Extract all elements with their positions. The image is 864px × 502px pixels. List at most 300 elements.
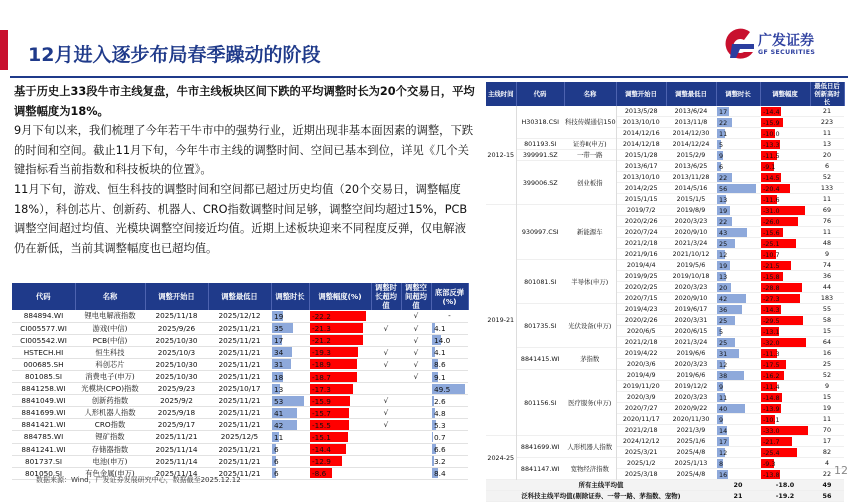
start-date-cell: 2025/9/23 bbox=[145, 383, 208, 395]
bar-wrap bbox=[432, 456, 467, 466]
new-high-days-cell: 44 bbox=[810, 282, 844, 293]
new-high-days-cell: 52 bbox=[810, 370, 844, 381]
name-cell: 创新药指数 bbox=[75, 395, 145, 407]
start-date-cell: 2013/10/10 bbox=[616, 117, 666, 128]
start-date-cell: 2019/4/4 bbox=[616, 260, 666, 271]
bar-value: 9 bbox=[717, 383, 723, 391]
bar-wrap bbox=[761, 448, 809, 457]
new-high-days-cell: 58 bbox=[810, 315, 844, 326]
low-date-cell: 2025/11/21 bbox=[208, 358, 271, 370]
bar-value: 19 bbox=[717, 207, 727, 215]
low-date-cell: 2020/3/31 bbox=[666, 315, 716, 326]
low-date-cell: 2014/5/16 bbox=[666, 183, 716, 194]
table-row bbox=[486, 458, 844, 469]
new-high-days-cell: 13 bbox=[810, 139, 844, 150]
low-date-cell: 2025/4/8 bbox=[666, 469, 716, 480]
low-date-cell: 2013/11/28 bbox=[666, 172, 716, 183]
low-date-cell: 2020/3/23 bbox=[666, 282, 716, 293]
name-cell: 创业板指 bbox=[564, 161, 616, 205]
drawdown-cell bbox=[760, 150, 810, 161]
new-high-days-cell: 15 bbox=[810, 392, 844, 403]
bar-value: 12 bbox=[717, 361, 727, 369]
start-date-cell: 2015/1/28 bbox=[616, 150, 666, 161]
start-date-cell: 2020/11/17 bbox=[616, 414, 666, 425]
duration-exceeds-cell bbox=[371, 467, 401, 479]
bar-wrap bbox=[761, 371, 809, 380]
bar-wrap bbox=[761, 195, 809, 204]
name-cell: 医疗服务(申万) bbox=[564, 370, 616, 436]
code-cell: HSTECH.HI bbox=[12, 346, 75, 358]
duration-cell bbox=[716, 392, 760, 403]
bar-value: 41 bbox=[272, 409, 283, 418]
bar-wrap bbox=[310, 408, 370, 418]
left-table bbox=[12, 283, 469, 480]
new-high-days-cell: 6 bbox=[810, 161, 844, 172]
bar-wrap bbox=[310, 323, 370, 333]
new-high-days-cell: 22 bbox=[810, 469, 844, 480]
bar-value: 13 bbox=[717, 273, 727, 281]
rebound-cell bbox=[431, 395, 468, 407]
bar-wrap bbox=[272, 384, 308, 394]
bar-value: -13.9 bbox=[761, 405, 780, 413]
bar-wrap bbox=[761, 338, 809, 347]
bar-value: 53 bbox=[272, 397, 283, 406]
new-high-days-cell: 74 bbox=[810, 260, 844, 271]
bar-value: 25 bbox=[717, 339, 727, 347]
table-row bbox=[12, 346, 468, 358]
low-date-cell: 2021/3/24 bbox=[666, 337, 716, 348]
duration-exceeds-cell bbox=[371, 431, 401, 443]
start-date-cell: 2025/9/18 bbox=[145, 407, 208, 419]
drawdown-cell bbox=[309, 358, 371, 370]
bar-value: -28.8 bbox=[761, 284, 780, 292]
bar-value: -15.5 bbox=[310, 421, 331, 430]
low-date-cell: 2025/11/21 bbox=[208, 467, 271, 479]
rebound-cell bbox=[431, 334, 468, 346]
table-row bbox=[12, 383, 468, 395]
duration-exceeds-cell: √ bbox=[371, 358, 401, 370]
new-high-days-cell: 25 bbox=[810, 359, 844, 370]
low-date-cell: 2020/9/22 bbox=[666, 403, 716, 414]
bar-value: -21.7 bbox=[761, 438, 780, 446]
bar-wrap bbox=[310, 420, 370, 430]
start-date-cell: 2015/1/15 bbox=[616, 194, 666, 205]
bar-wrap bbox=[272, 408, 308, 418]
bar-value: 43 bbox=[717, 229, 727, 237]
page-number: 12 bbox=[834, 464, 848, 477]
start-date-cell: 2025/10/30 bbox=[145, 370, 208, 382]
bar-value: 31 bbox=[272, 360, 283, 369]
summary-row bbox=[486, 480, 844, 491]
left-table-header-7: 调整空间超均值 bbox=[401, 283, 431, 310]
low-date-cell: 2015/2/9 bbox=[666, 150, 716, 161]
code-cell: 801050.SI bbox=[12, 467, 75, 479]
duration-cell bbox=[716, 238, 760, 249]
new-high-days-cell: 183 bbox=[810, 293, 844, 304]
duration-cell bbox=[716, 128, 760, 139]
bar-value: -9.3 bbox=[761, 460, 775, 468]
bar-value: -18.7 bbox=[310, 373, 331, 382]
left-table-header-6: 调整时长超均值 bbox=[371, 283, 401, 310]
code-cell: 399006.SZ bbox=[516, 161, 564, 205]
low-date-cell: 2013/6/25 bbox=[666, 161, 716, 172]
new-high-days-cell: 64 bbox=[810, 337, 844, 348]
bar-value: 36 bbox=[717, 306, 727, 314]
low-date-cell: 2021/3/24 bbox=[666, 238, 716, 249]
summary-drawdown: -18.0 bbox=[760, 480, 810, 491]
start-date-cell: 2024/12/12 bbox=[616, 436, 666, 447]
duration-cell bbox=[716, 381, 760, 392]
low-date-cell: 2019/10/18 bbox=[666, 271, 716, 282]
duration-cell bbox=[716, 216, 760, 227]
bar-value: 42 bbox=[272, 421, 283, 430]
rebound-cell bbox=[431, 358, 468, 370]
bar-value: 17 bbox=[717, 438, 727, 446]
bar-value: 0.7 bbox=[432, 433, 446, 442]
period-cell: 2019-21 bbox=[486, 205, 516, 436]
drawdown-cell bbox=[309, 310, 371, 322]
bar-wrap bbox=[761, 360, 809, 369]
name-cell: 有色金属(申万) bbox=[75, 467, 145, 479]
low-date-cell: 2025/4/8 bbox=[666, 447, 716, 458]
duration-cell bbox=[716, 304, 760, 315]
rebound-cell bbox=[431, 407, 468, 419]
bar-wrap bbox=[717, 195, 759, 204]
bar-wrap bbox=[717, 107, 759, 116]
bar-wrap bbox=[717, 448, 759, 457]
period-cell: 2024-25 bbox=[486, 436, 516, 480]
code-cell: 8841241.WI bbox=[12, 443, 75, 455]
bar-value: -10.1 bbox=[761, 416, 780, 424]
start-date-cell: 2025/10/30 bbox=[145, 358, 208, 370]
drawdown-cell bbox=[309, 395, 371, 407]
duration-cell bbox=[716, 106, 760, 117]
new-high-days-cell: 76 bbox=[810, 216, 844, 227]
left-table-header-2: 调整开始日 bbox=[145, 283, 208, 310]
summary-duration: 21 bbox=[716, 491, 760, 502]
table-row bbox=[486, 106, 844, 117]
bar-wrap bbox=[717, 338, 759, 347]
bar-value: 5.3 bbox=[432, 421, 446, 430]
table-row bbox=[12, 395, 468, 407]
name-cell: 科创芯片 bbox=[75, 358, 145, 370]
bar-wrap bbox=[761, 305, 809, 314]
duration-cell bbox=[716, 370, 760, 381]
bar-value: 22 bbox=[717, 218, 727, 226]
bar-value: -20.4 bbox=[761, 185, 780, 193]
code-cell: 8841049.WI bbox=[12, 395, 75, 407]
bar-wrap bbox=[310, 444, 370, 454]
low-date-cell: 2025/1/6 bbox=[666, 436, 716, 447]
start-date-cell: 2019/4/9 bbox=[616, 370, 666, 381]
table-row bbox=[486, 205, 844, 216]
name-cell: 光伏设备(申万) bbox=[564, 304, 616, 348]
table-row bbox=[486, 161, 844, 172]
bar-wrap bbox=[432, 408, 467, 418]
bar-wrap bbox=[310, 372, 370, 382]
bar-value: 11 bbox=[272, 433, 283, 442]
bar-wrap bbox=[761, 404, 809, 413]
bar-wrap bbox=[761, 426, 809, 435]
new-high-days-cell: 55 bbox=[810, 304, 844, 315]
start-date-cell: 2025/11/14 bbox=[145, 455, 208, 467]
name-cell: 锂电电解液指数 bbox=[75, 310, 145, 322]
bar-wrap bbox=[761, 173, 809, 182]
low-date-cell: 2020/9/10 bbox=[666, 227, 716, 238]
bar-value: 11 bbox=[717, 130, 727, 138]
new-high-days-cell: 133 bbox=[810, 183, 844, 194]
bar-wrap bbox=[272, 432, 308, 442]
drawdown-cell bbox=[760, 194, 810, 205]
bar-value: -15.1 bbox=[310, 433, 331, 442]
bar-value: -29.5 bbox=[761, 317, 780, 325]
start-date-cell: 2025/9/17 bbox=[145, 419, 208, 431]
bar-wrap bbox=[432, 359, 467, 369]
name-cell: 锂矿指数 bbox=[75, 431, 145, 443]
drawdown-cell bbox=[760, 139, 810, 150]
drawdown-cell bbox=[760, 293, 810, 304]
start-date-cell: 2025/1/2 bbox=[616, 458, 666, 469]
bar-wrap bbox=[272, 323, 308, 333]
low-date-cell: 2014/12/24 bbox=[666, 139, 716, 150]
duration-cell bbox=[716, 227, 760, 238]
bar-wrap bbox=[717, 250, 759, 259]
table-row bbox=[486, 260, 844, 271]
bar-value: -18.9 bbox=[310, 360, 331, 369]
new-high-days-cell: 17 bbox=[810, 436, 844, 447]
code-cell: 884894.WI bbox=[12, 310, 75, 322]
bar-wrap bbox=[432, 347, 467, 357]
duration-cell bbox=[271, 407, 309, 419]
low-date-cell: 2014/12/30 bbox=[666, 128, 716, 139]
bar-value: 8.4 bbox=[432, 469, 446, 478]
bar-value: -15.7 bbox=[310, 409, 331, 418]
duration-exceeds-cell bbox=[371, 334, 401, 346]
bar-value: -11.3 bbox=[761, 350, 780, 358]
bar-value: 12 bbox=[717, 251, 727, 259]
low-date-cell: 2020/11/30 bbox=[666, 414, 716, 425]
bar-wrap bbox=[717, 382, 759, 391]
right-table-header-5: 调整时长 bbox=[716, 82, 760, 106]
start-date-cell: 2020/2/26 bbox=[616, 216, 666, 227]
bar-wrap bbox=[310, 311, 370, 321]
drawdown-cell bbox=[760, 282, 810, 293]
low-date-cell: 2025/11/21 bbox=[208, 346, 271, 358]
start-date-cell: 2025/9/2 bbox=[145, 395, 208, 407]
bar-value: -21.5 bbox=[761, 262, 780, 270]
duration-cell bbox=[716, 436, 760, 447]
bar-value: -17.5 bbox=[761, 361, 780, 369]
duration-cell bbox=[716, 271, 760, 282]
bar-value: 19 bbox=[717, 262, 727, 270]
bar-wrap bbox=[717, 283, 759, 292]
bar-value: -13.8 bbox=[761, 471, 780, 479]
body-text bbox=[14, 82, 476, 258]
low-date-cell: 2025/11/21 bbox=[208, 322, 271, 334]
bar-value: -22.2 bbox=[310, 312, 331, 321]
bar-value: 49.5 bbox=[432, 385, 450, 394]
table-row bbox=[12, 419, 468, 431]
bar-wrap bbox=[310, 396, 370, 406]
low-date-cell: 2020/3/23 bbox=[666, 359, 716, 370]
code-cell: CI005542.WI bbox=[12, 334, 75, 346]
drawdown-exceeds-cell bbox=[401, 455, 431, 467]
bar-value: -33.0 bbox=[761, 427, 780, 435]
drawdown-cell bbox=[760, 348, 810, 359]
name-cell: CRO指数 bbox=[75, 419, 145, 431]
bar-wrap bbox=[717, 272, 759, 281]
duration-cell bbox=[716, 260, 760, 271]
start-date-cell: 2014/12/16 bbox=[616, 128, 666, 139]
drawdown-cell bbox=[760, 392, 810, 403]
bar-value: 25 bbox=[717, 240, 727, 248]
logo-name: 广发证券 bbox=[758, 30, 814, 50]
bar-wrap bbox=[432, 384, 467, 394]
drawdown-cell bbox=[760, 403, 810, 414]
bar-wrap bbox=[717, 206, 759, 215]
bar-wrap bbox=[717, 239, 759, 248]
bar-wrap bbox=[717, 294, 759, 303]
bar-wrap bbox=[717, 437, 759, 446]
bar-wrap bbox=[761, 162, 809, 171]
logo-subtitle: GF SECURITIES bbox=[758, 49, 815, 56]
name-cell: 消费电子(申万) bbox=[75, 370, 145, 382]
drawdown-exceeds-cell: √ bbox=[401, 310, 431, 322]
name-cell: PCB(中信) bbox=[75, 334, 145, 346]
low-date-cell: 2025/11/21 bbox=[208, 419, 271, 431]
bar-value: 17 bbox=[272, 336, 283, 345]
duration-exceeds-cell bbox=[371, 443, 401, 455]
bar-value: 4.1 bbox=[432, 348, 446, 357]
bar-wrap bbox=[717, 129, 759, 138]
rebound-cell bbox=[431, 370, 468, 382]
drawdown-exceeds-cell bbox=[401, 383, 431, 395]
table-row bbox=[12, 455, 468, 467]
right-table-header-4: 调整最低日 bbox=[666, 82, 716, 106]
bar-wrap bbox=[717, 316, 759, 325]
low-date-cell: 2021/10/12 bbox=[666, 249, 716, 260]
bar-value: -11.5 bbox=[761, 152, 780, 160]
new-high-days-cell: 36 bbox=[810, 271, 844, 282]
drawdown-cell bbox=[309, 383, 371, 395]
duration-cell bbox=[716, 326, 760, 337]
low-date-cell: 2025/1/13 bbox=[666, 458, 716, 469]
drawdown-cell bbox=[760, 370, 810, 381]
name-cell: 人形机器人指数 bbox=[75, 407, 145, 419]
low-date-cell: 2025/10/17 bbox=[208, 383, 271, 395]
bar-wrap bbox=[272, 444, 308, 454]
drawdown-exceeds-cell bbox=[401, 407, 431, 419]
bar-wrap bbox=[272, 456, 308, 466]
bar-wrap bbox=[761, 393, 809, 402]
bar-wrap bbox=[432, 468, 467, 478]
drawdown-exceeds-cell bbox=[401, 419, 431, 431]
left-table-header-1: 名称 bbox=[75, 283, 145, 310]
bar-wrap bbox=[310, 359, 370, 369]
left-table-header-4: 调整时长 bbox=[271, 283, 309, 310]
low-date-cell: 2015/1/5 bbox=[666, 194, 716, 205]
duration-cell bbox=[716, 293, 760, 304]
bar-wrap bbox=[761, 294, 809, 303]
code-cell: 8841699.WI bbox=[516, 436, 564, 458]
bar-value: 3.2 bbox=[432, 457, 446, 466]
start-date-cell: 2020/2/25 bbox=[616, 282, 666, 293]
table-row bbox=[12, 310, 468, 322]
bar-wrap bbox=[761, 327, 809, 336]
bar-value: 22 bbox=[717, 119, 727, 127]
bar-wrap bbox=[717, 426, 759, 435]
drawdown-cell bbox=[309, 431, 371, 443]
drawdown-cell bbox=[309, 443, 371, 455]
new-high-days-cell: 11 bbox=[810, 194, 844, 205]
bar-value: -15.8 bbox=[761, 273, 780, 281]
summary-drawdown: -19.2 bbox=[760, 491, 810, 502]
duration-cell bbox=[716, 458, 760, 469]
drawdown-cell bbox=[760, 381, 810, 392]
table-row bbox=[12, 370, 468, 382]
low-date-cell: 2025/11/21 bbox=[208, 334, 271, 346]
bar-wrap bbox=[432, 444, 467, 454]
rebound-cell bbox=[431, 346, 468, 358]
bar-value: -14.8 bbox=[761, 394, 780, 402]
bar-value: 40 bbox=[717, 405, 727, 413]
code-cell: 8841258.WI bbox=[12, 383, 75, 395]
table-row bbox=[486, 348, 844, 359]
bar-value: 13 bbox=[717, 196, 727, 204]
drawdown-exceeds-cell: √ bbox=[401, 370, 431, 382]
start-date-cell: 2019/11/20 bbox=[616, 381, 666, 392]
duration-cell bbox=[716, 205, 760, 216]
bar-value: 42 bbox=[717, 295, 727, 303]
bar-wrap bbox=[717, 184, 759, 193]
start-date-cell: 2025/11/14 bbox=[145, 467, 208, 479]
bar-value: -32.0 bbox=[761, 339, 780, 347]
low-date-cell: 2020/3/23 bbox=[666, 392, 716, 403]
new-high-days-cell: 223 bbox=[810, 117, 844, 128]
duration-cell bbox=[716, 425, 760, 436]
duration-cell bbox=[271, 358, 309, 370]
low-date-cell: 2025/11/21 bbox=[208, 455, 271, 467]
name-cell: 新能源车 bbox=[564, 205, 616, 260]
summary-duration: 20 bbox=[716, 480, 760, 491]
title-accent-bar bbox=[0, 30, 8, 70]
duration-exceeds-cell bbox=[371, 370, 401, 382]
duration-cell bbox=[271, 467, 309, 479]
table-row bbox=[12, 443, 468, 455]
bar-wrap bbox=[761, 272, 809, 281]
drawdown-exceeds-cell: √ bbox=[401, 346, 431, 358]
bar-value: 5 bbox=[717, 141, 723, 149]
code-cell: 8841421.WI bbox=[12, 419, 75, 431]
bar-wrap bbox=[717, 415, 759, 424]
bar-wrap bbox=[761, 283, 809, 292]
bar-value: 9 bbox=[717, 416, 723, 424]
bar-value: 8 bbox=[717, 460, 723, 468]
low-date-cell: 2019/6/6 bbox=[666, 370, 716, 381]
rebound-cell bbox=[431, 322, 468, 334]
bar-value: 8.6 bbox=[432, 360, 446, 369]
low-date-cell: 2019/8/9 bbox=[666, 205, 716, 216]
drawdown-cell bbox=[760, 469, 810, 480]
code-cell: 399991.SZ bbox=[516, 150, 564, 161]
drawdown-cell bbox=[760, 337, 810, 348]
name-cell: 电池(申万) bbox=[75, 455, 145, 467]
low-date-cell: 2013/6/24 bbox=[666, 106, 716, 117]
table-row bbox=[12, 334, 468, 346]
low-date-cell: 2025/12/12 bbox=[208, 310, 271, 322]
low-date-cell: 2025/12/5 bbox=[208, 431, 271, 443]
rebound-cell bbox=[431, 467, 468, 479]
